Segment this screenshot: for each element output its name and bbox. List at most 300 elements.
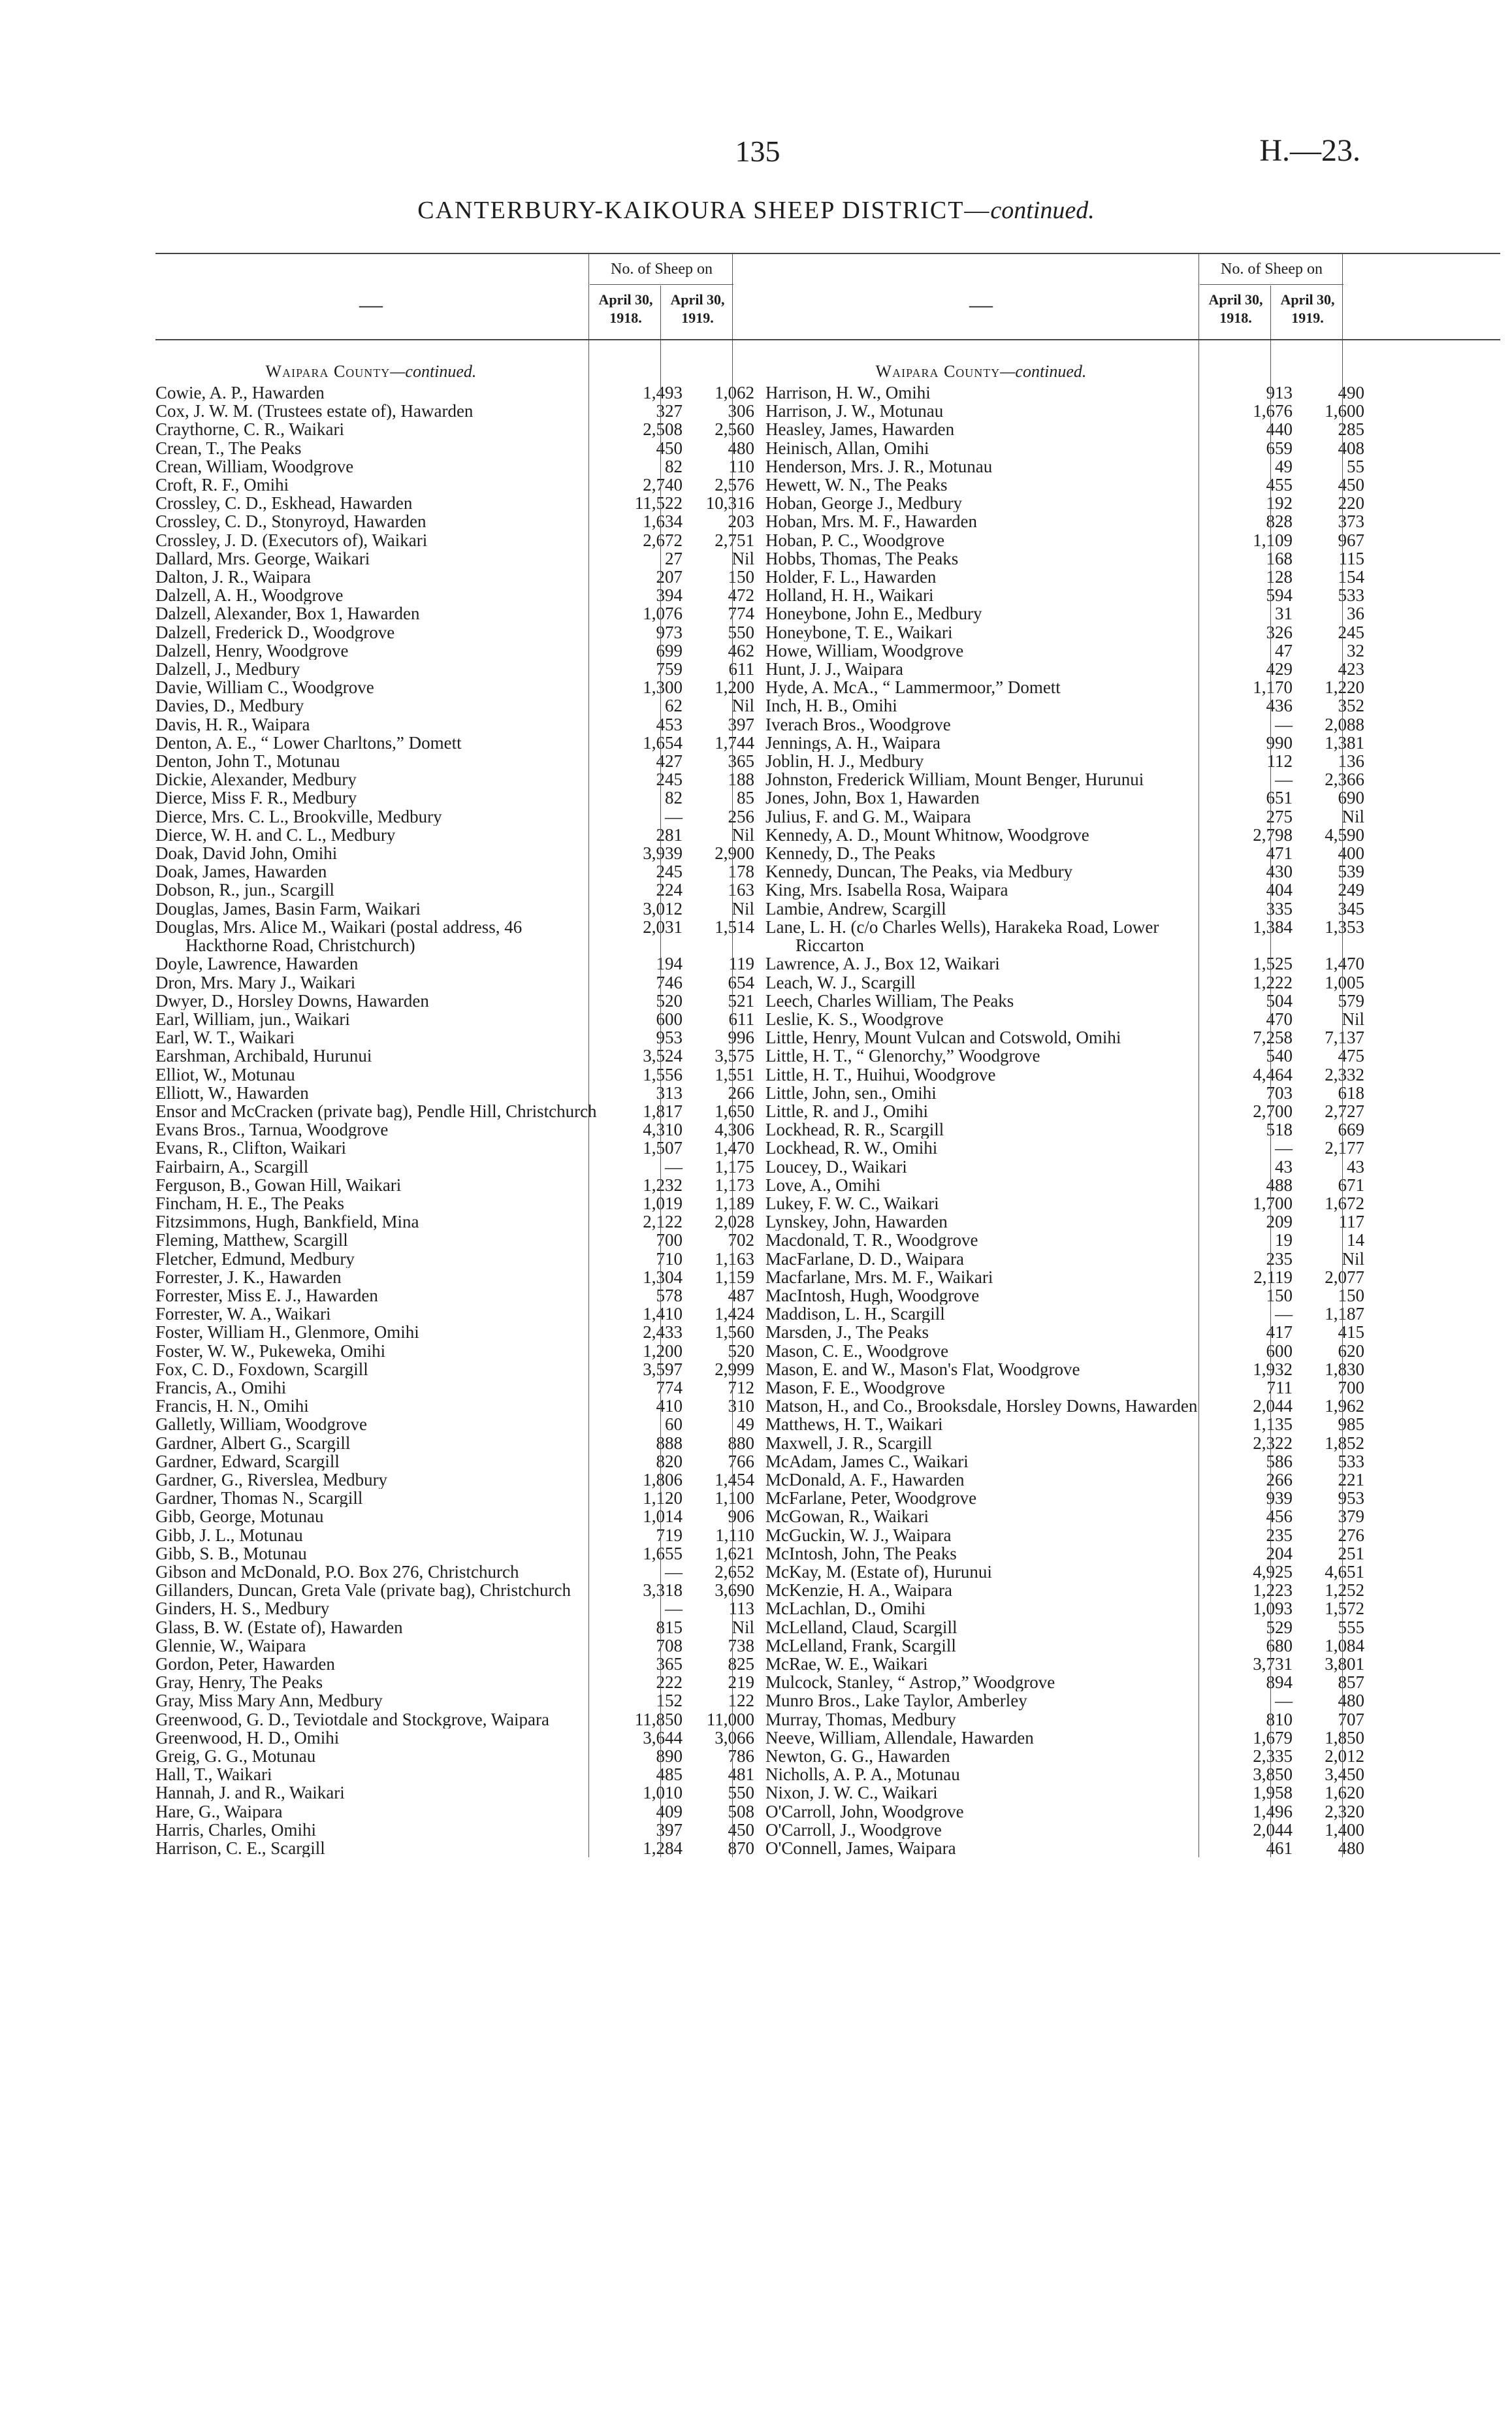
sheep-count-1918: 1,223	[1253, 1580, 1293, 1601]
sheep-count-1919: 150	[1338, 1285, 1364, 1305]
owner-name: Nicholls, A. P. A., Motunau	[765, 1765, 960, 1784]
owner-name: Harrison, C. E., Scargill	[155, 1839, 325, 1858]
sheep-count-1918: —	[1275, 714, 1293, 734]
sheep-count-1919: Nil	[732, 824, 754, 845]
sheep-count-1918: 43	[1275, 1156, 1293, 1177]
sheep-count-1918: 194	[656, 954, 683, 974]
owner-name: McFarlane, Peter, Woodgrove	[765, 1489, 977, 1508]
sheep-count-1919: 669	[1338, 1120, 1364, 1140]
sheep-count-1918: 7,258	[1253, 1028, 1293, 1048]
owner-name: Dierce, Miss F. R., Medbury	[155, 789, 357, 807]
sheep-count-1919: 379	[1338, 1506, 1364, 1527]
table-row	[765, 954, 1500, 973]
sheep-count-1918: 207	[656, 567, 683, 587]
owner-name: Mason, E. and W., Mason's Flat, Woodgrove	[765, 1359, 1080, 1378]
owner-column-header: —	[969, 291, 993, 317]
owner-name: Holder, F. L., Hawarden	[765, 568, 937, 587]
sheep-count-1918: 711	[1266, 1377, 1293, 1397]
owner-name: Joblin, H. J., Medbury	[765, 752, 924, 771]
owner-name: Julius, F. and G. M., Waipara	[765, 807, 971, 826]
owner-name: Little, Henry, Mount Vulcan and Cotswold, Omihi	[765, 1028, 1121, 1047]
sheep-count-1918: 150	[1266, 1285, 1293, 1305]
sheep-count-1919: 450	[728, 1819, 754, 1840]
table-row	[765, 1305, 1500, 1323]
sheep-count-1919: 1,852	[1325, 1433, 1364, 1453]
sheep-count-1919: 1,220	[1325, 677, 1364, 698]
table-row	[765, 1563, 1500, 1581]
sheep-count-1918: 3,318	[643, 1580, 683, 1601]
table-row	[765, 752, 1500, 770]
sheep-count-1919: 671	[1338, 1175, 1364, 1195]
sheep-count-1919: 345	[1338, 898, 1364, 919]
sheep-count-1918: —	[1275, 1691, 1293, 1711]
table-row	[765, 1212, 1500, 1231]
owner-name: Gibb, J. L., Motunau	[155, 1525, 303, 1544]
table-row	[765, 918, 1500, 954]
sheep-count-1918: 168	[1266, 548, 1293, 568]
sheep-count-1918: 699	[656, 640, 683, 660]
sheep-count-1918: 1,232	[643, 1175, 683, 1195]
sheep-count-1918: 3,597	[643, 1359, 683, 1379]
sheep-count-1919: 967	[1338, 530, 1364, 550]
sheep-count-1918: 810	[1266, 1709, 1293, 1729]
sheep-count-1919: 480	[728, 438, 754, 458]
sheep-count-1919: 1,381	[1325, 732, 1364, 753]
sheep-count-1918: 719	[656, 1525, 683, 1545]
owner-name: Lukey, F. W. C., Waikari	[765, 1194, 939, 1213]
sheep-count-1919: Nil	[732, 1617, 754, 1637]
owner-name: Marsden, J., The Peaks	[765, 1323, 929, 1342]
sheep-count-1918: 235	[1266, 1525, 1293, 1545]
table-row	[765, 1415, 1500, 1433]
sheep-count-1918: 703	[1266, 1082, 1293, 1103]
sheep-count-1918: 47	[1275, 640, 1293, 660]
sheep-count-1918: 1,806	[643, 1469, 683, 1489]
table-row	[765, 1471, 1500, 1489]
sheep-count-1918: 1,135	[1253, 1414, 1293, 1435]
table-row	[765, 1231, 1500, 1249]
sheep-count-1919: 4,651	[1325, 1562, 1364, 1582]
page-number: 135	[735, 135, 780, 168]
sheep-count-1919: 310	[728, 1396, 754, 1416]
table-row	[765, 420, 1500, 438]
sheep-count-1919: 906	[728, 1506, 754, 1527]
table-row	[765, 642, 1500, 660]
sheep-count-1919: 480	[1338, 1691, 1364, 1711]
owner-name: Harris, Charles, Omihi	[155, 1820, 316, 1840]
table-row	[765, 1139, 1500, 1157]
sheep-count-1918: 4,464	[1253, 1064, 1293, 1084]
sheep-count-1919: 2,560	[715, 419, 754, 440]
sheep-count-1918: 429	[1266, 659, 1293, 679]
sheep-count-1919: 707	[1338, 1709, 1364, 1729]
owner-name: O'Carroll, J., Woodgrove	[765, 1820, 942, 1840]
sheep-count-1919: 2,366	[1325, 770, 1364, 790]
sheep-count-1918: 710	[656, 1248, 683, 1269]
sheep-count-1919: 712	[728, 1377, 754, 1397]
sheep-count-1918: 461	[1266, 1838, 1293, 1859]
sheep-count-1919: 115	[1338, 548, 1364, 568]
sheep-count-1918: 2,740	[643, 475, 683, 495]
table-row	[765, 1397, 1500, 1415]
sheep-count-1919: 1,962	[1325, 1396, 1364, 1416]
owner-name: Kennedy, Duncan, The Peaks, via Medbury	[765, 862, 1073, 881]
sheep-count-1918: 327	[656, 401, 683, 421]
sheep-count-1919: 7,137	[1325, 1028, 1364, 1048]
sheep-count-header: No. of Sheep on	[611, 261, 713, 278]
county-suffix: —continued.	[390, 362, 477, 381]
sheep-count-1919: 2,077	[1325, 1267, 1364, 1287]
sheep-count-1918: 680	[1266, 1635, 1293, 1655]
sheep-count-1919: 150	[728, 567, 754, 587]
table-row	[765, 1158, 1500, 1176]
table-row	[765, 826, 1500, 844]
sheep-count-1919: 1,621	[715, 1543, 754, 1563]
sheep-count-1919: 996	[728, 1028, 754, 1048]
sheep-count-1918: 410	[656, 1396, 683, 1416]
owner-name: Gillanders, Duncan, Greta Vale (private bag), Christchurch	[155, 1581, 571, 1600]
title-continued: continued.	[990, 197, 1095, 224]
sheep-count-1918: 3,939	[643, 843, 683, 864]
sheep-count-1918: 222	[656, 1672, 683, 1693]
sheep-count-1919: 738	[728, 1635, 754, 1655]
sheep-count-1919: 2,652	[715, 1562, 754, 1582]
sheep-count-1919: 55	[1347, 456, 1364, 476]
sheep-count-1918: 1,634	[643, 512, 683, 532]
owner-name: McKenzie, H. A., Waipara	[765, 1581, 952, 1600]
sheep-count-1919: 870	[728, 1838, 754, 1859]
owner-name: Hobbs, Thomas, The Peaks	[765, 549, 959, 568]
sheep-count-1918: 485	[656, 1764, 683, 1785]
sheep-count-1919: 825	[728, 1654, 754, 1674]
document-reference: H.—23.	[1259, 133, 1360, 168]
table-row	[765, 494, 1500, 512]
owner-name: Gibson and McDonald, P.O. Box 276, Christchurch	[155, 1563, 519, 1582]
county-name: Waipara County	[265, 362, 391, 381]
sheep-count-1919: 550	[728, 1783, 754, 1803]
sheep-count-1919: 1,650	[715, 1101, 754, 1121]
table-row	[765, 1839, 1500, 1857]
title-main: CANTERBURY-KAIKOURA SHEEP DISTRICT—	[417, 197, 991, 224]
sheep-count-1919: 520	[728, 1341, 754, 1361]
sheep-count-1918: 335	[1266, 898, 1293, 919]
sheep-count-1919: 245	[1338, 622, 1364, 642]
sheep-count-1919: 1,551	[715, 1064, 754, 1084]
table-row	[765, 1618, 1500, 1636]
sheep-count-1919: 880	[728, 1433, 754, 1453]
owner-name: Lynskey, John, Hawarden	[765, 1212, 948, 1231]
sheep-count-1918: 3,012	[643, 898, 683, 919]
owner-name: Dalzell, Alexander, Box 1, Hawarden	[155, 604, 420, 623]
sheep-count-1918: —	[665, 1562, 683, 1582]
sheep-count-1918: 2,122	[643, 1212, 683, 1232]
sheep-count-1918: 470	[1266, 1009, 1293, 1029]
sheep-count-1919: 188	[728, 770, 754, 790]
sheep-count-1918: 1,109	[1253, 530, 1293, 550]
sheep-count-1919: 1,514	[715, 917, 754, 937]
owner-name: Fitzsimmons, Hugh, Bankfield, Mina	[155, 1212, 419, 1231]
sheep-count-1918: 404	[1266, 880, 1293, 900]
sheep-count-1919: 113	[728, 1599, 754, 1619]
sheep-count-1918: 1,019	[643, 1193, 683, 1213]
owner-name: Gardner, Thomas N., Scargill	[155, 1489, 363, 1508]
sheep-count-1918: 1,817	[643, 1101, 683, 1121]
owner-name: Macdonald, T. R., Woodgrove	[765, 1231, 978, 1250]
owner-name: Dobson, R., jun., Scargill	[155, 881, 335, 900]
owner-name: Munro Bros., Lake Taylor, Amberley	[765, 1691, 1027, 1710]
sheep-count-1919: 472	[728, 585, 754, 606]
owner-name: Nixon, J. W. C., Waikari	[765, 1783, 938, 1802]
table-row	[765, 383, 1500, 402]
owner-name: McRae, W. E., Waikari	[765, 1655, 928, 1674]
owner-name: Doak, James, Hawarden	[155, 862, 327, 881]
owner-name: Denton, John T., Motunau	[155, 752, 340, 771]
owner-name: Mason, F. E., Woodgrove	[765, 1378, 945, 1397]
sheep-count-1918: 31	[1275, 604, 1293, 624]
sheep-count-1919: 1,163	[715, 1248, 754, 1269]
sheep-count-1918: 11,850	[634, 1709, 683, 1729]
sheep-count-1919: 285	[1338, 419, 1364, 440]
sheep-count-1919: 2,320	[1325, 1801, 1364, 1821]
sheep-count-1919: 43	[1347, 1156, 1364, 1177]
sheep-count-1918: 1,525	[1253, 954, 1293, 974]
owner-name: McGuckin, W. J., Waipara	[765, 1525, 952, 1544]
sheep-count-1918: —	[1275, 1138, 1293, 1158]
sheep-count-1919: 256	[728, 806, 754, 826]
sheep-count-1918: 1,304	[643, 1267, 683, 1287]
sheep-count-1919: 508	[728, 1801, 754, 1821]
sheep-count-1919: 397	[728, 714, 754, 734]
table-row	[765, 1710, 1500, 1729]
sheep-count-1918: 1,384	[1253, 917, 1293, 937]
sheep-count-1918: 700	[656, 1230, 683, 1250]
owner-name: Davies, D., Medbury	[155, 696, 304, 715]
sheep-count-1918: 774	[656, 1377, 683, 1397]
sheep-count-1919: 690	[1338, 788, 1364, 808]
owner-name: Crean, T., The Peaks	[155, 438, 302, 457]
sheep-count-1919: 857	[1338, 1672, 1364, 1693]
owner-name: Glass, B. W. (Estate of), Hawarden	[155, 1618, 403, 1636]
table-row	[765, 1821, 1500, 1839]
owner-name: Cox, J. W. M. (Trustees estate of), Hawarden	[155, 402, 474, 421]
owner-name: Foster, W. W., Pukeweka, Omihi	[155, 1341, 386, 1360]
sheep-count-1918: 456	[1266, 1506, 1293, 1527]
sheep-count-1918: —	[665, 1599, 683, 1619]
sheep-count-1918: 82	[665, 788, 683, 808]
sheep-count-1918: 894	[1266, 1672, 1293, 1693]
sheep-count-1919: 10,316	[705, 493, 754, 513]
owner-name: Hoban, Mrs. M. F., Hawarden	[765, 512, 978, 531]
sheep-count-1919: 985	[1338, 1414, 1364, 1435]
sheep-count-1919: 1,175	[715, 1156, 754, 1177]
sheep-count-1918: 204	[1266, 1543, 1293, 1563]
sheep-count-1919: 1,454	[715, 1469, 754, 1489]
table-row	[765, 1286, 1500, 1305]
owner-name: McLelland, Claud, Scargill	[765, 1618, 957, 1636]
sheep-count-1919: 1,620	[1325, 1783, 1364, 1803]
sheep-count-1919: 221	[1338, 1469, 1364, 1489]
table-row	[765, 1544, 1500, 1563]
sheep-count-1919: 700	[1338, 1377, 1364, 1397]
owner-name: Lambie, Andrew, Scargill	[765, 899, 946, 918]
sheep-count-1919: 154	[1338, 567, 1364, 587]
sheep-count-1918: 1,958	[1253, 1783, 1293, 1803]
sheep-count-1918: 2,798	[1253, 824, 1293, 845]
owner-name: Crossley, J. D. (Executors of), Waikari	[155, 530, 428, 549]
owner-name: Evans Bros., Tarnua, Woodgrove	[155, 1120, 389, 1139]
sheep-count-1919: 415	[1338, 1322, 1364, 1342]
table-row	[765, 844, 1500, 862]
table-row	[765, 1452, 1500, 1471]
sheep-count-1918: —	[1275, 1304, 1293, 1324]
sheep-count-1919: 36	[1347, 604, 1364, 624]
table-row	[765, 531, 1500, 549]
sheep-count-1919: Nil	[1342, 1009, 1364, 1029]
owner-name: Love, A., Omihi	[765, 1175, 881, 1194]
sheep-count-1918: 1,932	[1253, 1359, 1293, 1379]
sheep-count-1919: Nil	[1342, 1248, 1364, 1269]
table-row	[765, 1507, 1500, 1525]
table-row	[765, 1176, 1500, 1194]
owner-name: Hunt, J. J., Waipara	[765, 660, 904, 679]
owner-name: Dickie, Alexander, Medbury	[155, 770, 357, 789]
owner-name: Doyle, Lawrence, Hawarden	[155, 954, 359, 973]
owner-name: Glennie, W., Waipara	[155, 1636, 306, 1655]
table-row	[765, 1250, 1500, 1268]
sheep-count-1918: 953	[656, 1028, 683, 1048]
owner-name: Denton, A. E., “ Lower Charltons,” Domett	[155, 733, 462, 753]
sheep-count-1919: 1,600	[1325, 401, 1364, 421]
sheep-count-1918: 471	[1266, 843, 1293, 864]
sheep-count-1918: 2,119	[1253, 1267, 1293, 1287]
table-row	[765, 1599, 1500, 1618]
sheep-count-1919: 1,110	[715, 1525, 754, 1545]
owner-name: Hall, T., Waikari	[155, 1765, 272, 1784]
sheep-count-1918: 600	[656, 1009, 683, 1029]
owner-name: Honeybone, John E., Medbury	[765, 604, 982, 623]
table-row	[765, 1765, 1500, 1783]
sheep-count-1918: 112	[1266, 751, 1293, 772]
sheep-count-1919: 2,028	[715, 1212, 754, 1232]
owner-name: Heinisch, Allan, Omihi	[765, 438, 929, 457]
sheep-count-1918: 1,493	[643, 383, 683, 402]
sheep-count-1919: 163	[728, 880, 754, 900]
sheep-count-1918: 746	[656, 972, 683, 992]
sheep-count-1918: 4,310	[643, 1120, 683, 1140]
owner-name: McKay, M. (Estate of), Hurunui	[765, 1563, 992, 1582]
table-row	[765, 1194, 1500, 1212]
owner-name: Gardner, Albert G., Scargill	[155, 1433, 351, 1452]
sheep-count-1919: 251	[1338, 1543, 1364, 1563]
sheep-count-1919: Nil	[732, 548, 754, 568]
sheep-count-1919: 481	[728, 1764, 754, 1785]
owner-name: Murray, Thomas, Medbury	[765, 1710, 956, 1729]
sheep-count-1919: 1,189	[715, 1193, 754, 1213]
sheep-count-1919: 450	[1338, 475, 1364, 495]
sheep-count-1919: 122	[728, 1691, 754, 1711]
sheep-count-1919: 1,470	[715, 1138, 754, 1158]
sheep-count-1918: 49	[1275, 456, 1293, 476]
sheep-count-1919: 110	[728, 456, 754, 476]
owner-name: Gardner, Edward, Scargill	[155, 1452, 340, 1471]
owner-name: Hewett, W. N., The Peaks	[765, 476, 948, 495]
table-row	[765, 696, 1500, 715]
sheep-count-1919: 2,727	[1325, 1101, 1364, 1121]
owner-name: Heasley, James, Hawarden	[765, 420, 955, 439]
owner-name: Loucey, D., Waikari	[765, 1157, 907, 1176]
sheep-count-1918: 1,120	[643, 1488, 683, 1508]
owner-name: McAdam, James C., Waikari	[765, 1452, 969, 1471]
sheep-count-1918: 1,093	[1253, 1599, 1293, 1619]
owner-name: McLelland, Frank, Scargill	[765, 1636, 956, 1655]
owner-name: Lockhead, R. R., Scargill	[765, 1120, 944, 1139]
table-row	[765, 1636, 1500, 1655]
sheep-count-1919: 1,200	[715, 677, 754, 698]
sheep-count-1918: 3,731	[1253, 1654, 1293, 1674]
sheep-count-1919: 276	[1338, 1525, 1364, 1545]
sheep-count-1918: 417	[1266, 1322, 1293, 1342]
table-row	[765, 973, 1500, 992]
owner-name: Hannah, J. and R., Waikari	[155, 1783, 345, 1802]
table-row	[765, 1673, 1500, 1691]
owner-name: Hoban, George J., Medbury	[765, 494, 962, 513]
sheep-count-1918: 394	[656, 585, 683, 606]
sheep-count-1918: 2,700	[1253, 1101, 1293, 1121]
sheep-count-1919: 117	[1338, 1212, 1364, 1232]
sheep-count-1919: 1,850	[1325, 1727, 1364, 1748]
owner-name: Jones, John, Box 1, Hawarden	[765, 789, 980, 807]
table-row	[765, 1783, 1500, 1802]
sheep-count-1918: 1,410	[643, 1304, 683, 1324]
sheep-count-1919: 2,012	[1325, 1746, 1364, 1766]
sheep-count-1918: 2,433	[643, 1322, 683, 1342]
owner-name: Forrester, J. K., Hawarden	[155, 1267, 342, 1286]
owner-name: Greenwood, G. D., Teviotdale and Stockgrove, Waipara	[155, 1710, 550, 1729]
table-row	[765, 1084, 1500, 1102]
sheep-count-1919: 423	[1338, 659, 1364, 679]
owner-name: Dierce, W. H. and C. L., Medbury	[155, 825, 396, 845]
sheep-count-1919: 11,000	[706, 1709, 754, 1729]
sheep-count-1919: 539	[1338, 862, 1364, 882]
table-row	[765, 678, 1500, 696]
owner-name: Jennings, A. H., Waipara	[765, 733, 941, 753]
owner-name: Earl, William, jun., Waikari	[155, 1009, 350, 1029]
sheep-count-1919: 611	[728, 1009, 754, 1029]
owner-name: Cowie, A. P., Hawarden	[155, 383, 325, 402]
sheep-count-1918: 453	[656, 714, 683, 734]
sheep-count-1918: 440	[1266, 419, 1293, 440]
sheep-count-1918: 529	[1266, 1617, 1293, 1637]
sheep-count-1919: 550	[728, 622, 754, 642]
table-row	[765, 549, 1500, 568]
sheep-count-1919: 2,088	[1325, 714, 1364, 734]
sheep-count-1918: 365	[656, 1654, 683, 1674]
col-1919-header: April 30, 1919.	[670, 291, 725, 326]
sheep-count-1919: 1,353	[1325, 917, 1364, 937]
sheep-count-1919: 774	[728, 604, 754, 624]
owner-name: Dallard, Mrs. George, Waikari	[155, 549, 370, 568]
sheep-count-1919: 1,187	[1325, 1304, 1364, 1324]
table-row	[765, 476, 1500, 494]
table-row	[765, 1028, 1500, 1047]
table-row	[765, 623, 1500, 642]
owner-name: Matson, H., and Co., Brooksdale, Horsley Downs, Hawarden	[765, 1397, 1198, 1416]
sheep-count-1918: 815	[656, 1617, 683, 1637]
sheep-count-1919: 3,066	[715, 1727, 754, 1748]
owner-name: Francis, H. N., Omihi	[155, 1397, 309, 1416]
owner-name: King, Mrs. Isabella Rosa, Waipara	[765, 881, 1008, 900]
sheep-count-1918: 651	[1266, 788, 1293, 808]
